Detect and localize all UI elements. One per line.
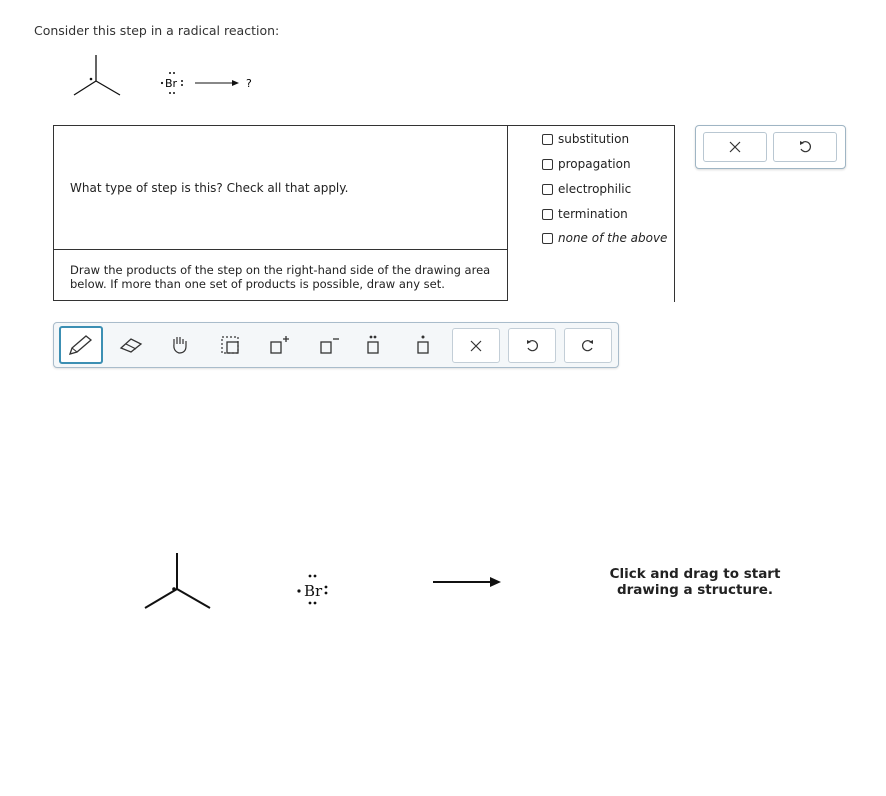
redo-icon — [581, 339, 595, 353]
hand-tool[interactable] — [158, 326, 202, 364]
canvas-reaction-arrow — [433, 577, 501, 587]
negative-charge-icon — [318, 334, 342, 356]
pencil-icon — [66, 334, 96, 356]
question-table — [53, 125, 508, 301]
option-none-of-the-above[interactable] — [542, 230, 667, 246]
eraser-tool[interactable] — [109, 326, 153, 364]
canvas-bromine-label: Br — [304, 582, 323, 600]
tert-butyl-radical-structure — [74, 55, 120, 95]
option-electrophilic[interactable] — [542, 181, 631, 197]
question-row-step-type — [54, 126, 507, 250]
prompt-text: Consider this step in a radical reaction: — [34, 23, 280, 38]
options-column — [508, 125, 675, 302]
answer-controls — [695, 125, 846, 169]
option-termination[interactable] — [542, 206, 628, 222]
bromine-label: Br — [165, 77, 178, 90]
option-propagation[interactable] — [542, 156, 631, 172]
bromine-radical — [161, 72, 183, 94]
radical-icon — [412, 334, 434, 356]
option-label: electrophilic — [558, 182, 632, 196]
option-label: propagation — [558, 157, 631, 171]
checkbox-electrophilic[interactable] — [542, 184, 553, 195]
option-label: termination — [558, 207, 628, 221]
undo-icon — [525, 339, 539, 353]
canvas-hint: Click and drag to start drawing a structure. — [609, 566, 781, 598]
close-icon — [729, 141, 741, 153]
product-placeholder: ? — [246, 77, 252, 90]
close-icon — [470, 340, 482, 352]
positive-charge-tool[interactable] — [258, 326, 302, 364]
drawing-canvas[interactable] — [130, 545, 530, 625]
lone-pair-icon — [362, 334, 384, 356]
checkbox-termination[interactable] — [542, 209, 553, 220]
option-label: none of the above — [558, 231, 668, 245]
checkbox-substitution[interactable] — [542, 134, 553, 145]
clear-drawing-button[interactable] — [452, 328, 500, 363]
checkbox-none-of-the-above[interactable] — [542, 233, 553, 244]
undo-icon — [798, 140, 812, 154]
reaction-arrow — [195, 80, 239, 86]
canvas-bromine-radical — [297, 575, 327, 605]
pencil-tool[interactable] — [59, 326, 103, 364]
drawing-toolbar — [53, 322, 619, 368]
clear-answer-button[interactable] — [703, 132, 767, 162]
radical-dot — [90, 78, 93, 81]
reaction-preview — [60, 45, 280, 105]
eraser-icon — [118, 336, 144, 354]
lone-pair-tool[interactable] — [351, 326, 395, 364]
hand-icon — [169, 334, 191, 356]
option-substitution[interactable] — [542, 131, 629, 147]
negative-charge-tool[interactable] — [308, 326, 352, 364]
positive-charge-icon — [268, 334, 292, 356]
question-step-type: What type of step is this? Check all that apply. — [70, 181, 349, 195]
select-box-icon — [219, 334, 241, 356]
canvas-tert-butyl-structure — [145, 553, 210, 608]
select-box-tool[interactable] — [208, 326, 252, 364]
undo-answer-button[interactable] — [773, 132, 837, 162]
checkbox-propagation[interactable] — [542, 159, 553, 170]
canvas-radical-dot — [172, 587, 176, 591]
redo-drawing-button[interactable] — [564, 328, 612, 363]
undo-drawing-button[interactable] — [508, 328, 556, 363]
question-draw-products: Draw the products of the step on the right-hand side of the drawing area below. If more than one set of products is possible, draw any set. — [70, 263, 491, 291]
radical-tool[interactable] — [401, 326, 445, 364]
option-label: substitution — [558, 132, 630, 146]
